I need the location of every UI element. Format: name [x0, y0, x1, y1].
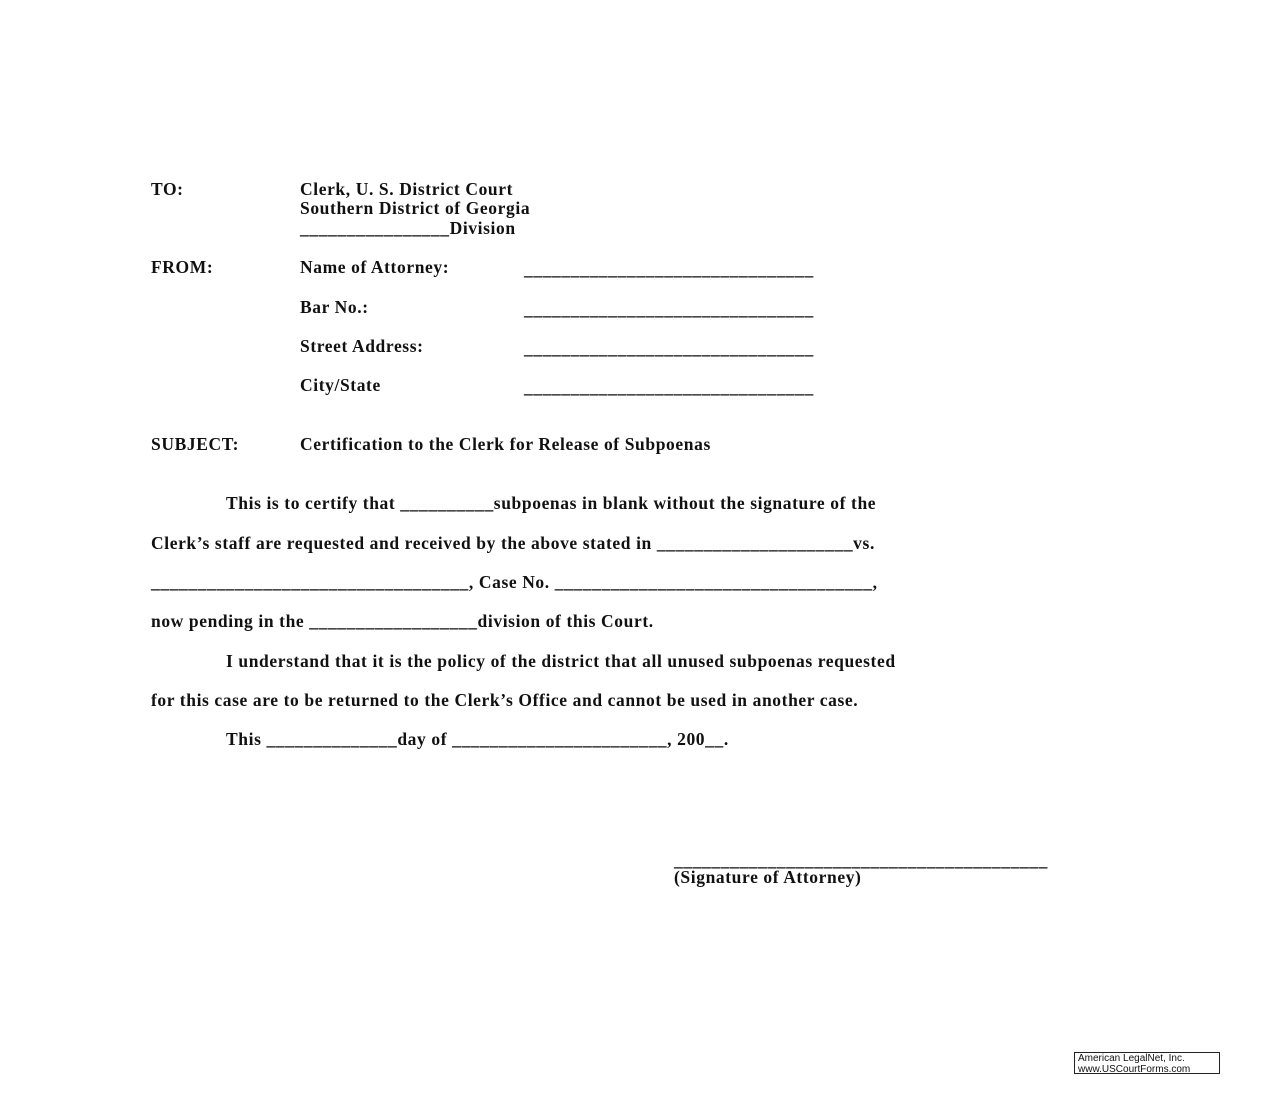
to-line-district: Southern District of Georgia: [300, 198, 531, 218]
to-label: TO:: [151, 179, 184, 199]
footer-branding: [1074, 1052, 1220, 1074]
attorney-name-label: Name of Attorney:: [300, 257, 450, 277]
bar-no-label: Bar No.:: [300, 297, 369, 317]
body-line-6: for this case are to be returned to the Clerk’s Office and cannot be used in another case.: [151, 690, 859, 710]
to-line-division: ________________Division: [300, 218, 516, 238]
bar-no-blank: _______________________________: [524, 299, 814, 319]
body-line-1: This is to certify that __________subpoenas in blank without the signature of the: [226, 493, 877, 513]
body-line-4: now pending in the __________________division of this Court.: [151, 611, 654, 631]
body-line-5: I understand that it is the policy of the district that all unused subpoenas requested: [226, 651, 896, 671]
street-address-label: Street Address:: [300, 336, 424, 356]
street-address-blank: _______________________________: [524, 338, 814, 358]
body-line-2: Clerk’s staff are requested and received by the above stated in _____________________vs.: [151, 533, 875, 553]
attorney-name-blank: _______________________________: [524, 259, 814, 279]
subject-label: SUBJECT:: [151, 434, 240, 454]
subject-text: Certification to the Clerk for Release of Subpoenas: [300, 434, 711, 454]
city-state-blank: _______________________________: [524, 377, 814, 397]
footer-company: American LegalNet, Inc.: [1078, 1053, 1185, 1064]
signature-label: (Signature of Attorney): [674, 867, 862, 887]
city-state-label: City/State: [300, 375, 381, 395]
date-line: This ______________day of _______________________, 200__.: [226, 729, 729, 749]
to-line-court: Clerk, U. S. District Court: [300, 179, 514, 199]
from-label: FROM:: [151, 257, 214, 277]
body-line-3: __________________________________, Case No. __________________________________,: [151, 572, 878, 592]
signature-line: ________________________________________: [674, 850, 1048, 870]
footer-website: www.USCourtForms.com: [1078, 1063, 1191, 1075]
